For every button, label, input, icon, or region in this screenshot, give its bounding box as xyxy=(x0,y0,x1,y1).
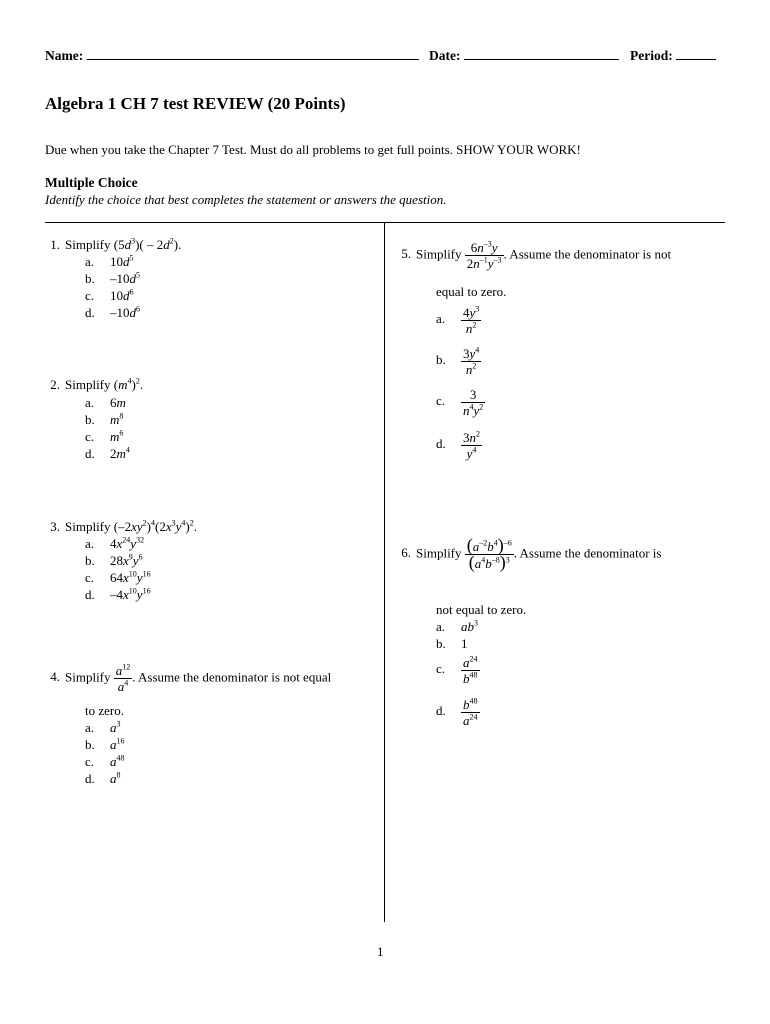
q3-option-b[interactable]: b. $28x^9y^6$ xyxy=(85,552,143,568)
q2-option-d[interactable]: d. $2m^4$ xyxy=(85,445,130,461)
question-stem-suffix: . Assume the denominator is xyxy=(513,545,662,561)
column-divider xyxy=(384,222,385,922)
horizontal-divider xyxy=(45,222,725,223)
q6-stem-continued: not equal to zero. xyxy=(436,602,527,617)
question-6 xyxy=(389,535,662,572)
question-stem: Simplify $(5d^3)( - 2d^2)$. xyxy=(65,236,182,252)
q5-option-d[interactable]: d. $\frac{3n^2}{y^4}$ xyxy=(436,429,480,461)
question-stem-prefix: Simplify xyxy=(65,669,111,685)
question-5 xyxy=(389,240,671,271)
period-field xyxy=(630,47,716,64)
q6-option-a[interactable]: a. $ab^3$ xyxy=(436,618,478,634)
q2-option-a[interactable]: a. 6m xyxy=(85,395,126,410)
page-number: 1 xyxy=(377,944,384,959)
q4-stem-continued: to zero. xyxy=(85,703,124,718)
q5-option-a[interactable]: a. $\frac{4y^3}{n^2}$ xyxy=(436,304,480,336)
question-stem-prefix: Simplify xyxy=(416,545,462,561)
q6-option-b[interactable]: b. 1 xyxy=(436,636,468,651)
page-title: Algebra 1 CH 7 test REVIEW (20 Points) xyxy=(45,94,346,113)
question-number: 2. xyxy=(50,377,60,392)
question-2 xyxy=(38,377,143,393)
q1-option-a[interactable]: a. $10d^5$ xyxy=(85,253,134,269)
question-4 xyxy=(38,663,331,694)
q1-option-b[interactable]: b. $-10d^5$ xyxy=(85,270,140,286)
q6-option-d[interactable]: d. $\frac{b^{48}}{a^{24}}$ xyxy=(436,696,478,728)
q2-option-c[interactable]: c. $m^6$ xyxy=(85,428,124,444)
q4-option-a[interactable]: a. $a^3$ xyxy=(85,719,121,735)
q5-option-b[interactable]: b. $\frac{3y^4}{n^2}$ xyxy=(436,345,480,377)
question-number: 4. xyxy=(50,669,60,685)
q4-fraction: $\frac{a^{12}}{a^4}$ xyxy=(115,662,131,694)
instructions: Identify the choice that best completes the statement or answers the question. xyxy=(45,192,447,207)
question-number: 6. xyxy=(401,545,411,561)
question-1 xyxy=(38,237,181,253)
q4-option-b[interactable]: b. $a^{16}$ xyxy=(85,736,125,752)
question-3 xyxy=(38,519,197,535)
q2-option-b[interactable]: b. $m^8$ xyxy=(85,411,124,427)
question-stem-prefix: Simplify xyxy=(416,246,462,262)
date-blank[interactable] xyxy=(464,47,619,60)
question-number: 1. xyxy=(50,237,60,252)
period-label: Period: xyxy=(630,48,673,63)
date-field xyxy=(429,47,619,64)
q3-option-d[interactable]: d. $-4x^{10}y^{16}$ xyxy=(85,586,151,602)
date-label: Date: xyxy=(429,48,461,63)
q6-option-c[interactable]: c. $\frac{a^{24}}{b^{48}}$ xyxy=(436,654,478,686)
question-number: 5. xyxy=(401,246,411,262)
question-stem-suffix: . Assume the denominator is not equal xyxy=(132,669,332,685)
name-field xyxy=(45,47,419,64)
q4-option-c[interactable]: c. $a^{48}$ xyxy=(85,753,125,769)
question-stem: Simplify $(m^4)^2$. xyxy=(65,376,144,392)
name-blank[interactable] xyxy=(87,47,419,60)
due-text: Due when you take the Chapter 7 Test. Must do all problems to get full points. SHOW YOUR WORK! xyxy=(45,142,581,157)
question-number: 3. xyxy=(50,519,60,534)
q5-option-c[interactable]: c. $\frac{3}{n^4y^2}$ xyxy=(436,387,484,418)
q3-option-c[interactable]: c. $64x^{10}y^{16}$ xyxy=(85,569,151,585)
question-stem: Simplify $(-2xy^2)^4(2x^3y^4)^2$. xyxy=(65,518,197,534)
question-stem-suffix: . Assume the denominator is not xyxy=(503,246,672,262)
q3-option-a[interactable]: a. $4x^{24}y^{32}$ xyxy=(85,535,145,551)
period-blank[interactable] xyxy=(676,47,716,60)
q5-stem-continued: equal to zero. xyxy=(436,284,507,299)
q5-fraction: $\frac{6n^{-3}y}{2n^{-1}y^{-3}}$ xyxy=(466,239,502,271)
q4-option-d[interactable]: d. $a^8$ xyxy=(85,770,121,786)
section-title: Multiple Choice xyxy=(45,175,138,190)
q1-option-d[interactable]: d. $-10d^6$ xyxy=(85,304,140,320)
q6-fraction: $\frac{(a^{-2}b^4)^{-6}}{(a^4b^{-8})^3}$ xyxy=(466,535,512,572)
q1-option-c[interactable]: c. $10d^6$ xyxy=(85,287,134,303)
name-label: Name: xyxy=(45,48,84,63)
